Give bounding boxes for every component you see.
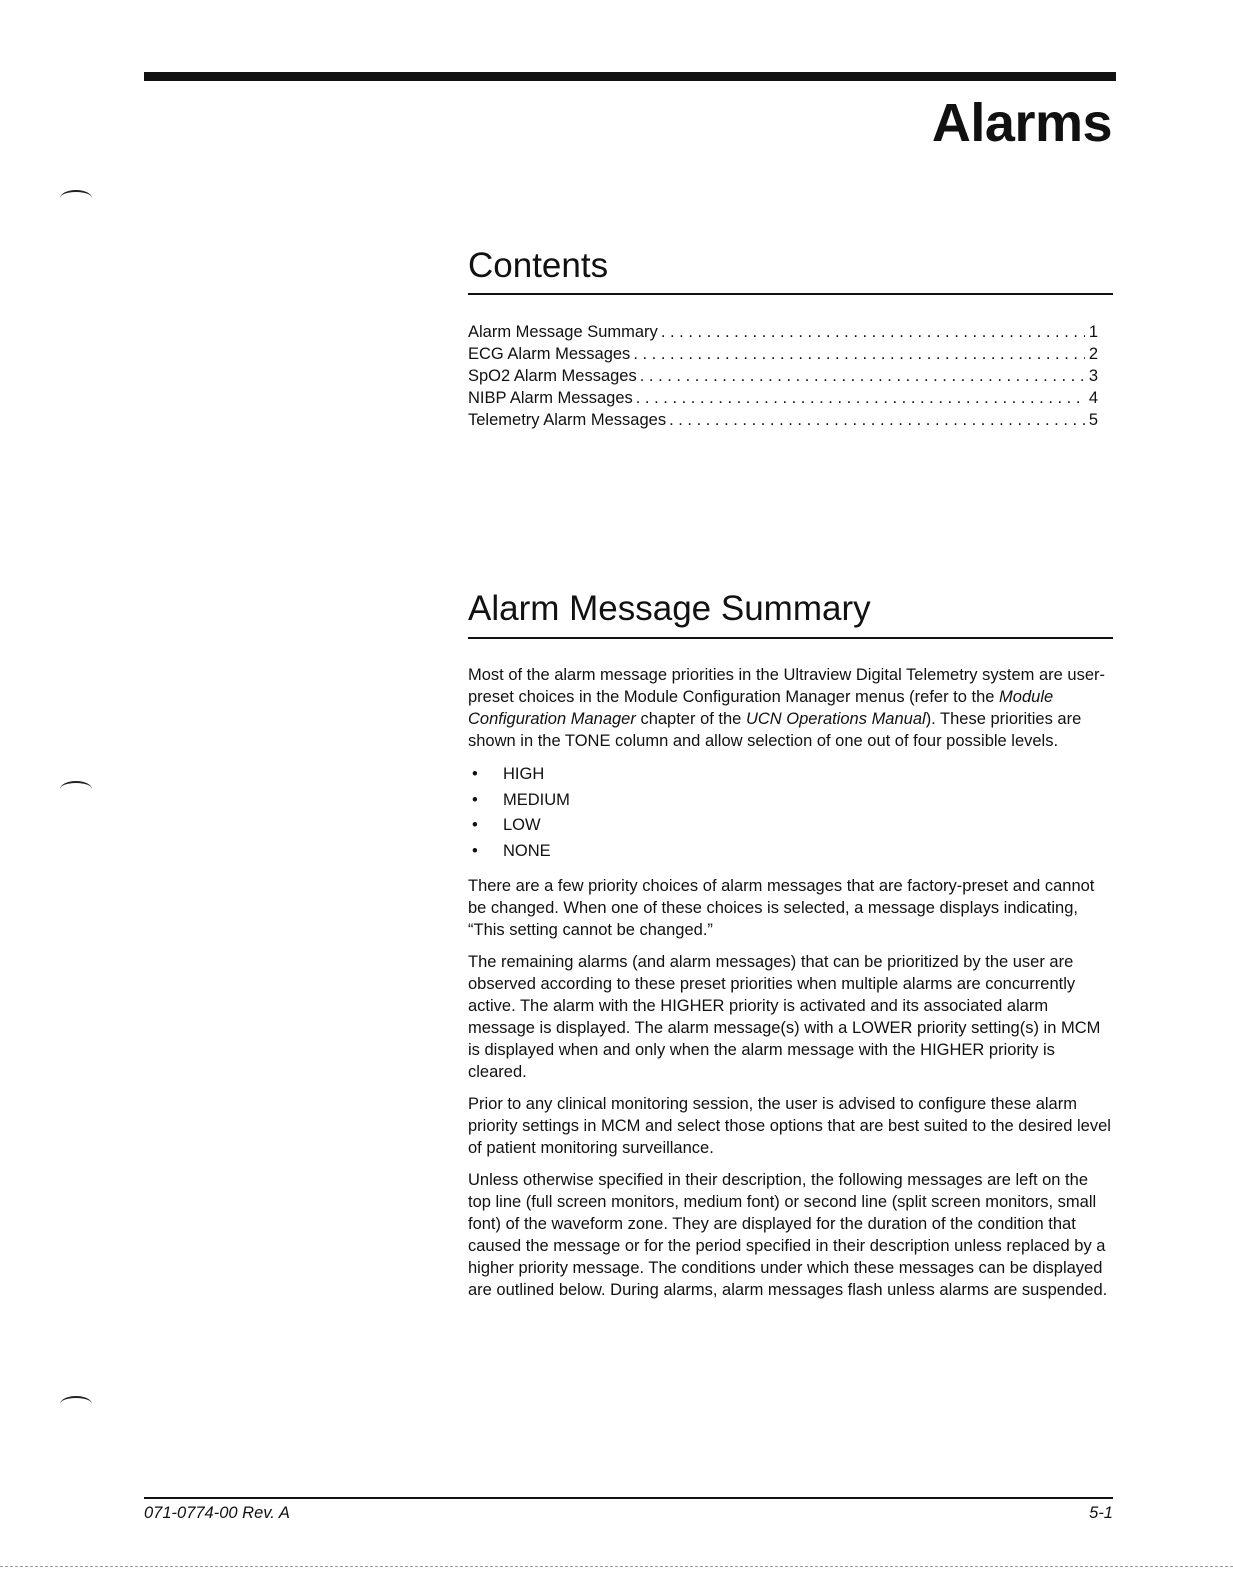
toc-leader-dots (661, 321, 1085, 343)
intro-text: chapter of the (635, 710, 746, 728)
punch-hole-mark (60, 190, 92, 206)
toc-entry-label: Telemetry Alarm Messages (468, 411, 667, 429)
body-paragraph: The remaining alarms (and alarm messages) that can be prioritized by the user are observed according to these preset priorities when multiple alarms are concurrently active. The alarm with the HIGHER priority is activated and its associated alarm message is displayed. The alarm message(s) with a LOWER priority setting(s) in MCM is displayed when and only when the alarm message with the HIGHER priority is cleared. (468, 953, 1101, 1081)
toc-entry[interactable] (468, 343, 1098, 365)
footer-doc-number: 071-0774-00 Rev. A (144, 1504, 290, 1522)
toc-entry-page: 5 (1088, 411, 1098, 429)
body-paragraph: Prior to any clinical monitoring session, the user is advised to configure these alarm priority settings in MCM and select those options that are best suited to the desired level of patient monitoring surveillance. (468, 1095, 1111, 1157)
punch-hole-mark (60, 781, 92, 797)
scan-edge-line (0, 1566, 1233, 1568)
toc-leader-dots (633, 343, 1085, 365)
list-item: • MEDIUM (468, 788, 1113, 814)
toc-entry-label: ECG Alarm Messages (468, 345, 631, 363)
intro-italic-title: UCN Operations Manual (745, 710, 926, 728)
list-item: • LOW (468, 813, 1113, 839)
toc-entry-label: Alarm Message Summary (468, 323, 658, 341)
list-item: • NONE (468, 839, 1113, 865)
toc-entry-page: 2 (1088, 345, 1098, 363)
punch-hole-mark (60, 1396, 92, 1412)
toc-entry-page: 1 (1088, 323, 1098, 341)
list-item: • HIGH (468, 762, 1113, 788)
summary-heading: Alarm Message Summary (468, 589, 871, 628)
toc-leader-dots (669, 409, 1085, 431)
intro-paragraph (468, 664, 1113, 752)
toc-leader-dots (640, 365, 1085, 387)
toc-entry[interactable] (468, 321, 1098, 343)
footer-page-number: 5-1 (1089, 1504, 1113, 1522)
priority-levels-list (468, 762, 1113, 864)
toc-entry-page: 3 (1088, 367, 1098, 385)
toc-entry[interactable] (468, 409, 1098, 431)
intro-italic-title: Module Configuration Manager (468, 688, 1054, 728)
footer-rule (144, 1497, 1113, 1499)
toc-entry-page: 4 (1088, 389, 1098, 407)
summary-rule (468, 637, 1113, 639)
toc-leader-dots (636, 387, 1085, 409)
table-of-contents (468, 321, 1098, 431)
chapter-top-rule (144, 72, 1116, 81)
body-paragraph: Unless otherwise specified in their description, the following messages are left on the top line (full screen monitors, medium font) or second line (split screen monitors, small font) of the waveform zone. They are displayed for the duration of the condition that caused the message or for the period specified in their description unless replaced by a higher priority message. The conditions under which these messages can be displayed are outlined below. During alarms, alarm messages flash unless alarms are suspended. (468, 1171, 1108, 1299)
toc-entry[interactable] (468, 365, 1098, 387)
toc-entry[interactable] (468, 387, 1098, 409)
intro-text: ). These priorities are shown in the TONE column and allow selection of one out of four possible levels. (468, 710, 1082, 750)
intro-text: Most of the alarm message priorities in the Ultraview Digital Telemetry system are user-preset choices in the Module Configuration Manager menus (refer to the (468, 666, 1105, 706)
toc-entry-label: SpO2 Alarm Messages (468, 367, 637, 385)
summary-body (468, 664, 1113, 1311)
chapter-title: Alarms (931, 93, 1112, 153)
contents-rule (468, 293, 1113, 295)
contents-heading: Contents (468, 246, 609, 285)
toc-entry-label: NIBP Alarm Messages (468, 389, 633, 407)
body-paragraph: There are a few priority choices of alarm messages that are factory-preset and cannot be changed. When one of these choices is selected, a message displays indicating, “This setting cannot be changed.” (468, 877, 1095, 939)
